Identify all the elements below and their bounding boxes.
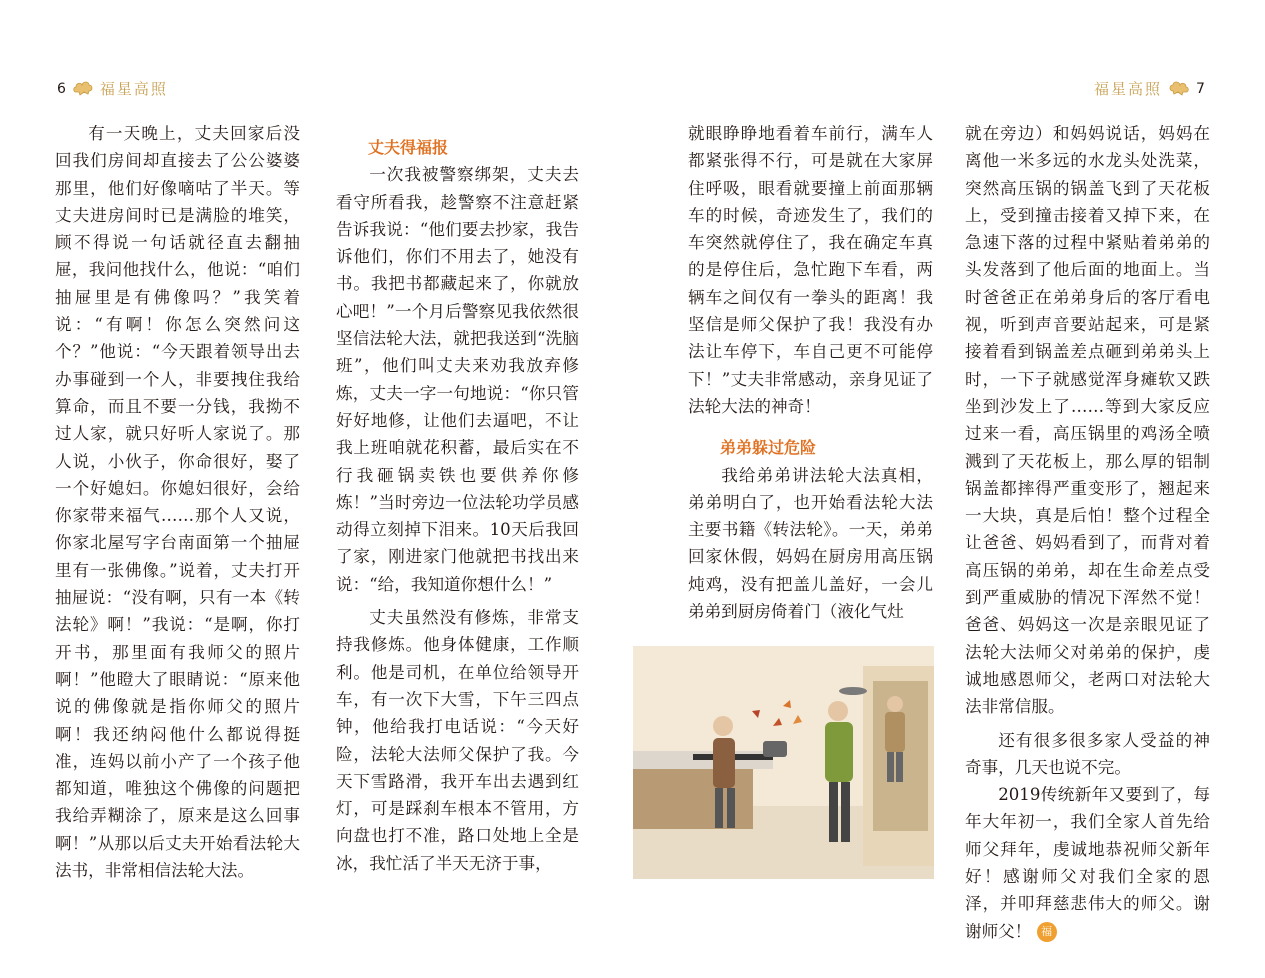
magazine-title-right: 福星高照 [1094,80,1163,98]
closing-paragraph-text: 2019传统新年又要到了，每年大年初一，我们全家人首先给师父拜年，虔诚地恭祝师父新年好！感谢师父对我们全家的恩泽，并叩拜慈悲伟大的师父。谢谢师父！ [965,785,1210,941]
cloud-flower-icon [72,80,94,98]
header-left [57,78,168,99]
kitchen-scene-illustration [633,646,934,879]
article-column-1 [55,120,300,884]
article-column-2 [336,134,579,877]
header-right [1094,78,1205,99]
paragraph: 就在旁边）和妈妈说话，妈妈在离他一米多远的水龙头处洗菜，突然高压锅的锅盖飞到了天花板上，受到撞击接着又掉下来，在急速下落的过程中紧贴着弟弟的头发落到了他后面的地面上。当时爸爸正在弟弟身后的客厅看电视，听到声音要站起来，可是紧接着看到锅盖差点砸到弟弟头上时，一下子就感觉浑身瘫软又跌坐到沙发上了……等到大家反应过来一看，高压锅里的鸡汤全喷溅到了天花板上，那么厚的铝制锅盖都摔得严重变形了，翘起来一大块，真是后怕！整个过程全让爸爸、妈妈看到了，而背对着高压锅的弟弟，却在生命差点受到严重威胁的情况下浑然不觉！爸爸、妈妈这一次是亲眼见证了法轮大法师父对弟弟的保护，虔诚地感恩师父，老两口对法轮大法非常信服。 [965,124,1210,717]
fu-end-mark-icon: 福 [1037,922,1057,942]
left-page-number: 6 [57,80,66,97]
article-column-3 [688,120,933,625]
section-title-husband: 丈夫得福报 [368,138,449,157]
paragraph: 有一天晚上，丈夫回家后没回我们房间却直接去了公公婆婆那里，他们好像嘀咕了半天。等丈夫进房间时已是满脸的堆笑，顾不得说一句话就径直去翻抽屉，我问他找什么，他说：“咱们抽屉里是有佛像吗？”我笑着说：“有啊！你怎么突然问这个？”他说：“今天跟着领导出去办事碰到一个人，非要拽住我给算命，而且不要一分钱，我拗不过人家，就只好听人家说了。那人说，小伙子，你命很好，娶了一个好媳妇。你媳妇很好，会给你家带来福气……那个人又说，你家北屋写字台南面第一个抽屉里有一张佛像。”说着，丈夫打开抽屉说：“没有啊，只有一本《转法轮》啊！”我说：“是啊，你打开书，那里面有我师父的照片啊！”他瞪大了眼睛说：“原来他说的佛像就是指你师父的照片啊！我还纳闷他什么都说得挺准，连妈以前小产了一个孩子他都知道，唯独这个佛像的问题把我给弄糊涂了，原来是这么回事啊！”从那以后丈夫开始看法轮大法书，非常相信法轮大法。 [55,124,300,881]
section-title-brother: 弟弟躲过危险 [720,438,817,458]
right-page-number: 7 [1196,80,1205,97]
kitchen-illustration [633,646,934,879]
magazine-title-left: 福星高照 [99,80,168,98]
paragraph [965,781,1210,945]
paragraph: 就眼睁睁地看着车前行，满车人都紧张得不行，可是就在大家屏住呼吸，眼看就要撞上前面那辆车的时候，奇迹发生了，我们的车突然就停住了，我在确定车真的是停住后，急忙跑下车看，两辆车之间仅有一拳头的距离！我坚信是师父保护了我！我没有办法让车停下，车自己更不可能停下！”丈夫非常感动，亲身见证了法轮大法的神奇！ [688,124,933,416]
paragraph: 我给弟弟讲法轮大法真相，弟弟明白了，也开始看法轮大法主要书籍《转法轮》。一天，弟弟回家休假，妈妈在厨房用高压锅炖鸡，没有把盖儿盖好，一会儿弟弟到厨房倚着门（液化气灶 [688,465,933,622]
paragraph: 一次我被警察绑架，丈夫去看守所看我，趁警察不注意赶紧告诉我说：“他们要去抄家，我告诉他们，你们不用去了，她没有书。我把书都藏起来了，你就放心吧！”一个月后警察见我依然很坚信法轮大法，就把我送到“洗脑班”，他们叫丈夫来劝我放弃修炼，丈夫一字一句地说：“你只管好好地修，让他们去逼吧，不让我上班咱就花积蓄，最后实在不行我砸锅卖铁也要供养你修炼！”当时旁边一位法轮功学员感动得立刻掉下泪来。10天后我回了家，刚进家门他就把书找出来说：“给，我知道你想什么！” [336,165,579,594]
article-column-4 [965,120,1210,945]
cloud-flower-icon [1168,80,1190,98]
paragraph: 丈夫虽然没有修炼，非常支持我修炼。他身体健康，工作顺利。他是司机，在单位给领导开车，有一次下大雪，下午三四点钟，他给我打电话说：“今天好险，法轮大法师父保护了我。今天下雪路滑，我开车出去遇到红灯，可是踩刹车根本不管用，方向盘也打不准，路口处地上全是冰，我忙活了半天无济于事， [336,608,579,873]
paragraph: 还有很多很多家人受益的神奇事，几天也说不完。 [965,730,1210,777]
